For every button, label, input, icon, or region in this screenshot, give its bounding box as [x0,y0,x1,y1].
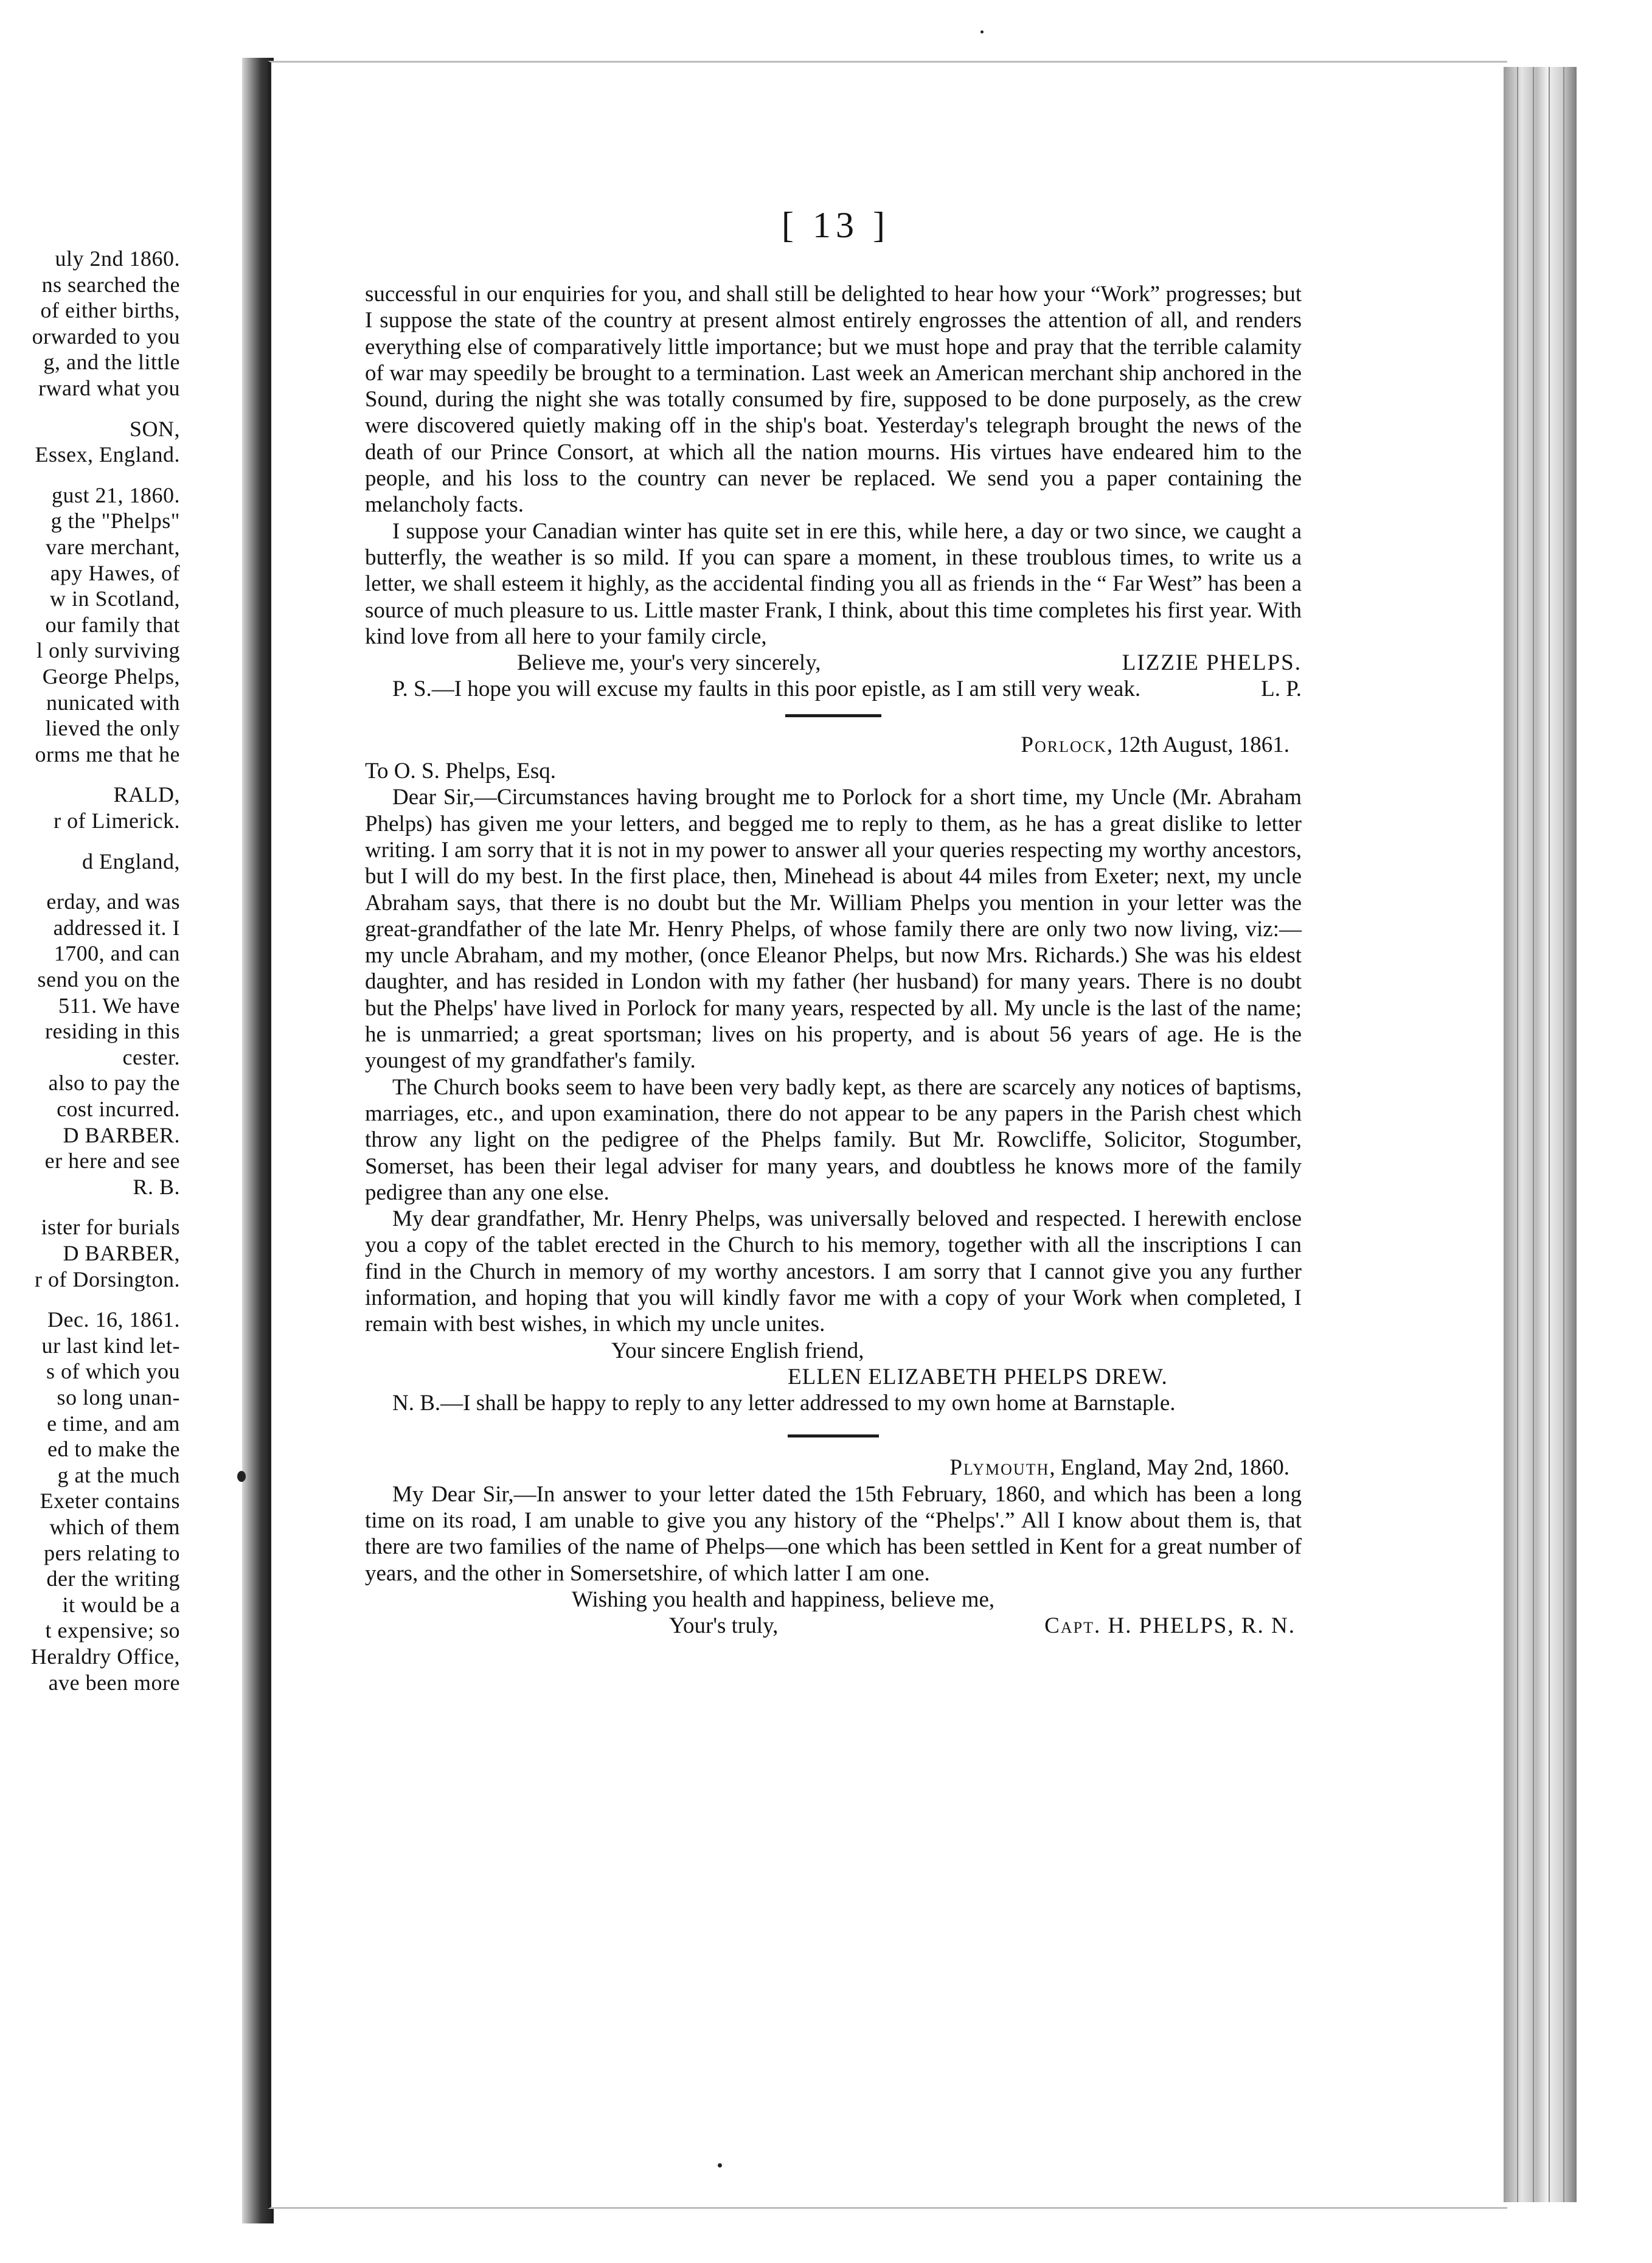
left-page-line: orwarded to you [32,324,180,349]
left-page-line: it would be a [62,1592,180,1617]
left-page-line: gust 21, 1860. [51,482,180,507]
left-page-line: d England, [82,849,180,874]
left-page-line: g at the much [57,1462,180,1487]
letter1-paragraph-2: I suppose your Canadian winter has quite set in ere this, while here, a day or two since, we caught a butterfly, the weather is so mild. If you can spare a moment, in these troublous times, to write us a letter, we shall esteem it highly, as the accidental finding you all as friends in the “ Far West” has been a source of much pleasure to us. Little master Frank, I think, about this time completes his first year. With kind love from all here to your family circle, [365,518,1302,649]
letter3-paragraph-1: My Dear Sir,—In answer to your letter dated the 15th February, 1860, and which has been a long time on its road, I am unable to give you any history of the “Phelps'.” All I know about them is, that there are two families of the name of Phelps—one which has been settled in Kent for a great number of years, and the other in Somersetshire, of which latter I am one. [365,1481,1302,1586]
left-page-line: which of them [49,1515,180,1539]
left-page-line: ave been more [48,1670,180,1695]
left-page-line: r of Dorsington. [35,1267,180,1291]
letter1-postscript-text: P. S.—I hope you will excuse my faults in this poor epistle, as I am still very weak. [392,676,1141,702]
letter3-wish: Wishing you health and happiness, believe me, [572,1587,995,1612]
letter3-signature-line [365,1613,1302,1639]
left-page-line: r of Limerick. [54,808,180,833]
letter1-signature-line [365,650,1302,676]
section-divider [785,714,881,717]
left-page-line: lieved the only [45,716,180,741]
left-page-line: SON, [129,416,180,441]
letter3-place: Plymouth [949,1455,1050,1481]
letter2-place: Porlock [1021,732,1107,757]
left-page-line: our family that [45,612,180,637]
scan-speck [718,2163,722,2167]
letter3-signature: Capt. H. PHELPS, R. N. [1044,1613,1296,1639]
letter2-nota-bene: N. B.—I shall be happy to reply to any letter addressed to my own home at Barnstaple. [392,1391,1176,1416]
letter1-closing: Believe me, your's very sincerely, [517,650,821,676]
section-divider [788,1434,879,1437]
left-page-line: g the "Phelps" [50,509,180,534]
left-page-line: D BARBER, [63,1241,180,1265]
left-page-line: cester. [122,1045,180,1069]
left-page-line: der the writing [46,1566,180,1591]
letter3-closing: Your's truly, [669,1613,779,1639]
letter2-paragraph-1: Dear Sir,—Circumstances having brought me to Porlock for a short time, my Uncle (Mr. Abraham Phelps) has given me your letters, and begged me to reply to them, as he has a great dislike to letter writing. I am sorry that it is not in my power to answer all your queries respecting my worthy ancestors, but I will do my best. In the first place, then, Minehead is about 44 miles from Exeter; next, my uncle Abraham says, that there is no doubt but the Mr. William Phelps you mention in your letter was the great-grandfather of the late Mr. Henry Phelps, of whose family there are only two now living, viz:—my uncle Abraham, and my mother, (once Eleanor Phelps, but now Mrs. Richards.) She was his eldest daughter, and has resided in London with my father (her husband) for many years. There is no doubt but the Phelps' have lived in Porlock for many years, respected by all. My uncle is the last of the name; he is unmarried; a great sportsman; lives on his property, and is about 56 years of age. He is the youngest of my grandfather's family. [365,785,1302,1074]
letter1-postscript-initials: L. P. [1261,676,1302,702]
letter1-signature: LIZZIE PHELPS. [1122,650,1302,676]
letter3-dateline [365,1455,1302,1481]
left-page-line: send you on the [37,967,180,992]
left-page-line: g, and the little [43,350,180,375]
left-page-line: ister for burials [41,1215,180,1240]
left-page-line: uly 2nd 1860. [55,246,180,271]
left-page-line: 1700, and can [54,941,180,966]
left-page-line: erday, and was [46,889,180,914]
left-page-line: Exeter contains [40,1489,180,1514]
left-page-line: 511. We have [58,993,180,1018]
left-page-line: residing in this [45,1019,180,1044]
left-page-line: addressed it. I [53,915,180,940]
left-page-line: ed to make the [47,1437,180,1462]
left-page-line: s of which you [46,1359,180,1384]
left-page-line: RALD, [113,782,180,807]
left-page-line: orms me that he [35,742,180,766]
left-page-line: l only surviving [36,638,180,663]
left-page-line: D BARBER. [63,1122,180,1147]
page-number: [ 13 ] [782,205,890,245]
left-page-line: Essex, England. [35,442,180,467]
letter3-date: , England, May 2nd, 1860. [1049,1455,1289,1481]
letter2-paragraph-2: The Church books seem to have been very badly kept, as there are scarcely any notices of baptisms, marriages, etc., and upon examination, there do not appear to be any papers in the Parish chest which throw any light on the pedigree of the Phelps family. But Mr. Rowcliffe, Solicitor, Stogumber, Somerset, has been their legal adviser for many years, and doubtless he knows more of the family pedigree than any one else. [365,1074,1302,1205]
letter1-paragraph-1: successful in our enquiries for you, and shall still be delighted to hear how your “Work” progresses; but I suppose the state of the country at present almost entirely engrosses the attention of all, and renders everything else of comparatively little importance; but we must hope and pray that the terrible calamity of war may speedily be brought to a termination. Last week an American merchant ship anchored in the Sound, during the night she was totally consumed by fire, supposed to be done purposely, as the crew were discovered quietly making off in the ship's boat. Yesterday's telegraph brought the news of the death of our Prince Consort, at which all the nation mourns. His virtues have endeared him to the people, and his loss to the country can never be replaced. We send you a paper containing the melancholy facts. [365,282,1302,518]
left-page-line: R. B. [133,1174,180,1199]
page-text [365,281,1302,1639]
letter2-date: , 12th August, 1861. [1106,732,1289,757]
letter1-postscript [365,676,1302,702]
left-page-line: t expensive; so [45,1618,180,1643]
left-page-line: ns searched the [41,272,180,297]
left-page-line: nunicated with [46,690,180,715]
left-page-line: so long unan- [57,1385,180,1410]
left-page-line: pers relating to [44,1540,180,1565]
page-edges [1504,67,1577,2202]
left-page-line: Heraldry Office, [30,1644,180,1669]
left-page-line: Dec. 16, 1861. [47,1307,180,1332]
scan-speck [237,1471,246,1482]
left-facing-page [0,66,242,2195]
left-page-line: George Phelps, [42,664,180,689]
left-page-line: e time, and am [47,1411,180,1436]
letter2-addressee: To O. S. Phelps, Esq. [365,759,556,784]
letter2-dateline [365,732,1302,758]
left-page-line: also to pay the [48,1071,180,1096]
left-page-line: of either births, [40,298,180,323]
letter2-closing: Your sincere English friend, [611,1338,864,1363]
left-page-line: cost incurred. [57,1097,180,1121]
letter2-signature: ELLEN ELIZABETH PHELPS DREW. [788,1364,1168,1389]
letter2-paragraph-3: My dear grandfather, Mr. Henry Phelps, was universally beloved and respected. I herewith enclose you a copy of the tablet erected in the Church to his memory, together with all the inscriptions I can find in the Church in memory of my worthy ancestors. I am sorry that I cannot give you any further information, and hoping that you will kindly favor me with a copy of your Work when completed, I remain with best wishes, in which my uncle unites. [365,1206,1302,1337]
left-page-line: ur last kind let- [41,1333,180,1358]
left-page-line: apy Hawes, of [50,560,180,585]
left-page-line: w in Scotland, [50,586,180,611]
left-page-line: vare merchant, [46,535,180,559]
left-page-line: rward what you [38,376,180,400]
scan-speck [980,30,984,33]
left-page-line: er here and see [44,1149,180,1173]
